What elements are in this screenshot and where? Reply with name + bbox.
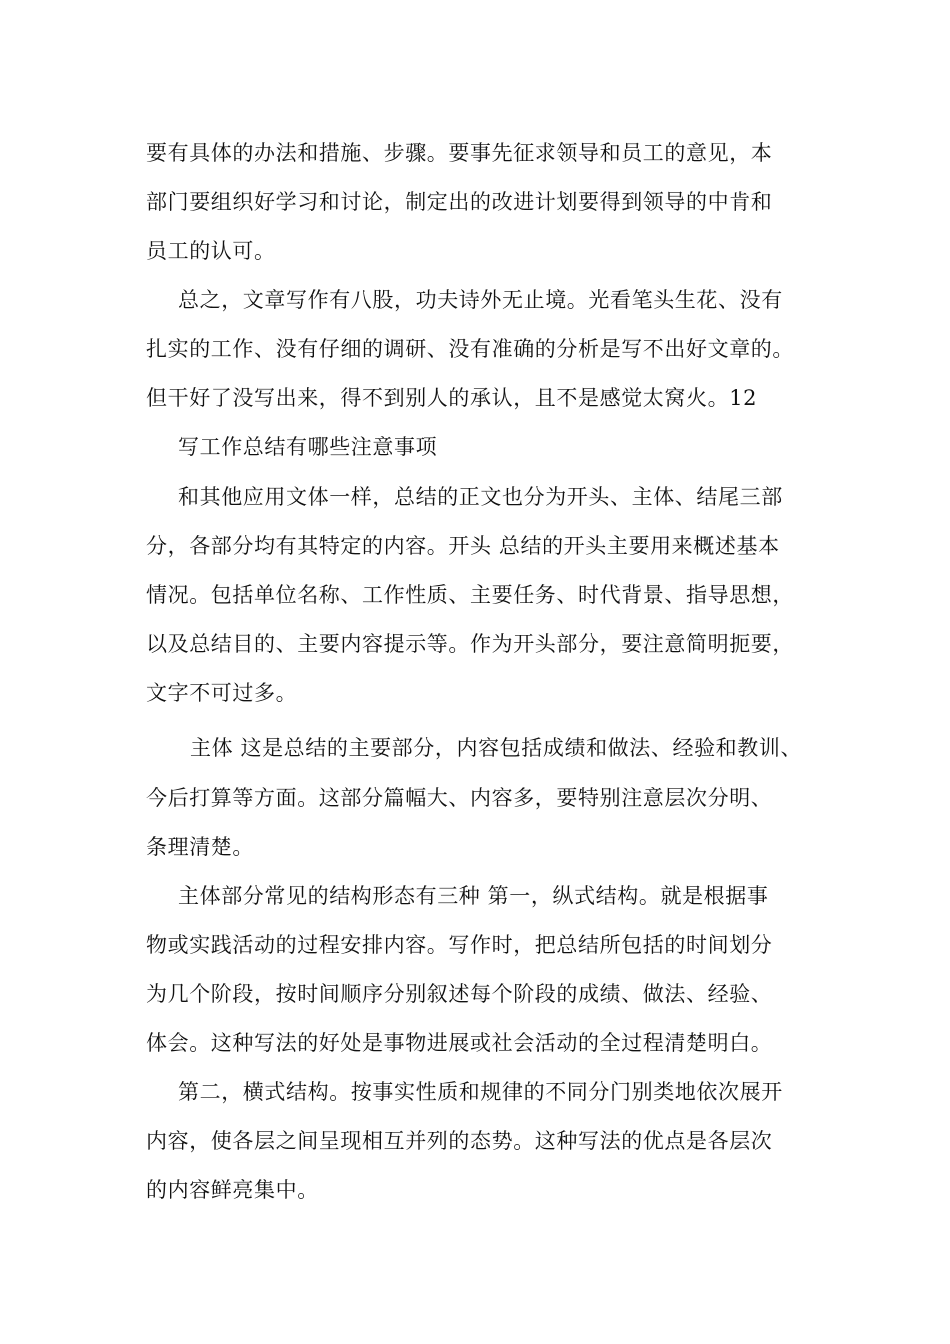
text-line: 主体部分常见的结构形态有三种 第一，纵式结构。就是根据事 bbox=[178, 884, 769, 908]
text-line: 以及总结目的、主要内容提示等。作为开头部分，要注意简明扼要， bbox=[146, 632, 794, 656]
text-line: 情况。包括单位名称、工作性质、主要任务、时代背景、指导思想， bbox=[146, 583, 794, 607]
text-line: 体会。这种写法的好处是事物进展或社会活动的全过程清楚明白。 bbox=[146, 1031, 773, 1055]
text-line: 的内容鲜亮集中。 bbox=[146, 1178, 319, 1202]
text-line: 员工的认可。 bbox=[146, 239, 276, 263]
text-line: 扎实的工作、没有仔细的调研、没有准确的分析是写不出好文章的。 bbox=[146, 337, 794, 361]
text-line: 文字不可过多。 bbox=[146, 681, 298, 705]
text-line: 为几个阶段，按时间顺序分别叙述每个阶段的成绩、做法、经验、 bbox=[146, 982, 773, 1006]
text-line: 今后打算等方面。这部分篇幅大、内容多，要特别注意层次分明、 bbox=[146, 786, 773, 810]
text-line: 物或实践活动的过程安排内容。写作时，把总结所包括的时间划分 bbox=[146, 933, 773, 957]
text-line: 内容，使各层之间呈现相互并列的态势。这种写法的优点是各层次 bbox=[146, 1129, 773, 1153]
text-line: 条理清楚。 bbox=[146, 835, 254, 859]
text-line: 总之，文章写作有八股，功夫诗外无止境。光看笔头生花、没有 bbox=[178, 288, 783, 312]
text-line: 要有具体的办法和措施、步骤。要事先征求领导和员工的意见，本 bbox=[146, 141, 773, 165]
text-line: 第二，横式结构。按事实性质和规律的不同分门别类地依次展开 bbox=[178, 1080, 783, 1104]
text-line: 但干好了没写出来，得不到别人的承认，且不是感觉太窝火。12 bbox=[146, 386, 758, 410]
section-heading: 写工作总结有哪些注意事项 bbox=[178, 435, 438, 459]
text-line: 分，各部分均有其特定的内容。开头 总结的开头主要用来概述基本 bbox=[146, 534, 780, 558]
text-line: 部门要组织好学习和讨论，制定出的改进计划要得到领导的中肯和 bbox=[146, 190, 773, 214]
text-line: 和其他应用文体一样，总结的正文也分为开头、主体、结尾三部 bbox=[178, 485, 783, 509]
text-line: 主体 这是总结的主要部分，内容包括成绩和做法、经验和教训、 bbox=[190, 736, 803, 760]
